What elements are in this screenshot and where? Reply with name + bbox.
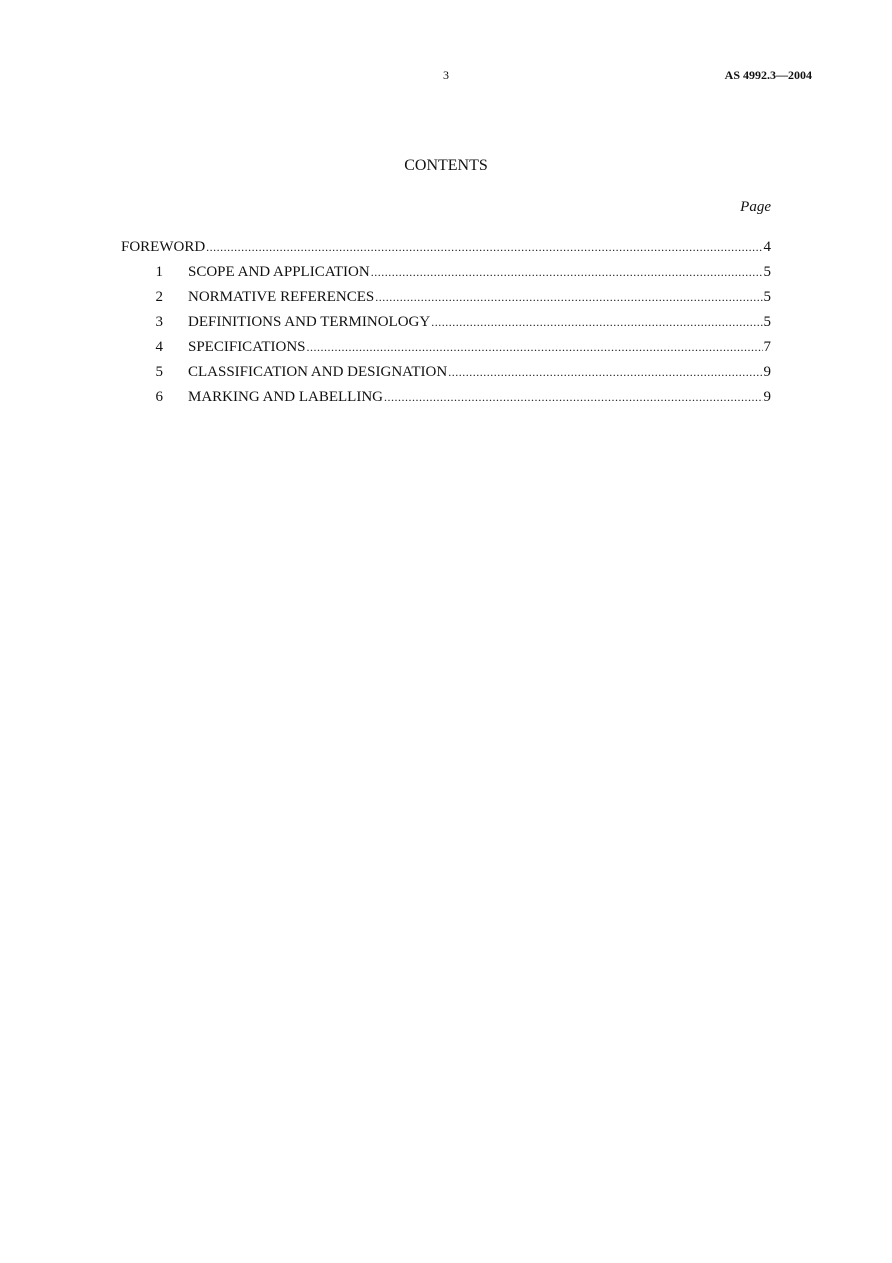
toc-entry[interactable] <box>121 264 771 289</box>
table-of-contents <box>121 239 771 414</box>
toc-entry-number: 6 <box>155 389 163 405</box>
toc-entry-title: CLASSIFICATION AND DESIGNATION <box>188 364 448 380</box>
toc-entry-number: 4 <box>155 339 163 355</box>
toc-entry-number: 1 <box>155 264 163 280</box>
toc-entry-title: DEFINITIONS AND TERMINOLOGY <box>188 314 431 330</box>
toc-entry-foreword[interactable] <box>121 239 771 264</box>
toc-entry-page: 5 <box>763 264 771 280</box>
toc-entry-page: 9 <box>763 364 771 380</box>
toc-entry-page: 4 <box>763 239 771 255</box>
toc-dot-leader <box>206 240 762 255</box>
toc-dot-leader <box>448 365 762 380</box>
toc-dot-leader <box>371 265 763 280</box>
toc-entry[interactable] <box>121 364 771 389</box>
toc-entry[interactable] <box>121 389 771 414</box>
toc-entry[interactable] <box>121 289 771 314</box>
toc-entry-title: NORMATIVE REFERENCES <box>188 289 375 305</box>
page-column-label: Page <box>740 199 771 215</box>
toc-entry-page: 5 <box>763 314 771 330</box>
toc-entry-number: 2 <box>155 289 163 305</box>
page-number: 3 <box>443 68 449 82</box>
toc-entry-number: 3 <box>155 314 163 330</box>
toc-entry-page: 7 <box>763 339 771 355</box>
toc-entry-title: FOREWORD <box>121 239 206 255</box>
standard-reference: AS 4992.3—2004 <box>724 68 812 82</box>
toc-entry-page: 5 <box>763 289 771 305</box>
toc-entry-title: MARKING AND LABELLING <box>188 389 383 405</box>
toc-dot-leader <box>384 390 763 405</box>
toc-entry-title: SPECIFICATIONS <box>188 339 306 355</box>
toc-dot-leader <box>431 315 762 330</box>
toc-entry-page: 9 <box>763 389 771 405</box>
toc-dot-leader <box>375 290 762 305</box>
toc-entry-number: 5 <box>155 364 163 380</box>
toc-entry[interactable] <box>121 339 771 364</box>
toc-entry[interactable] <box>121 314 771 339</box>
toc-dot-leader <box>307 340 763 355</box>
contents-title: CONTENTS <box>404 157 488 174</box>
toc-entry-title: SCOPE AND APPLICATION <box>188 264 370 280</box>
